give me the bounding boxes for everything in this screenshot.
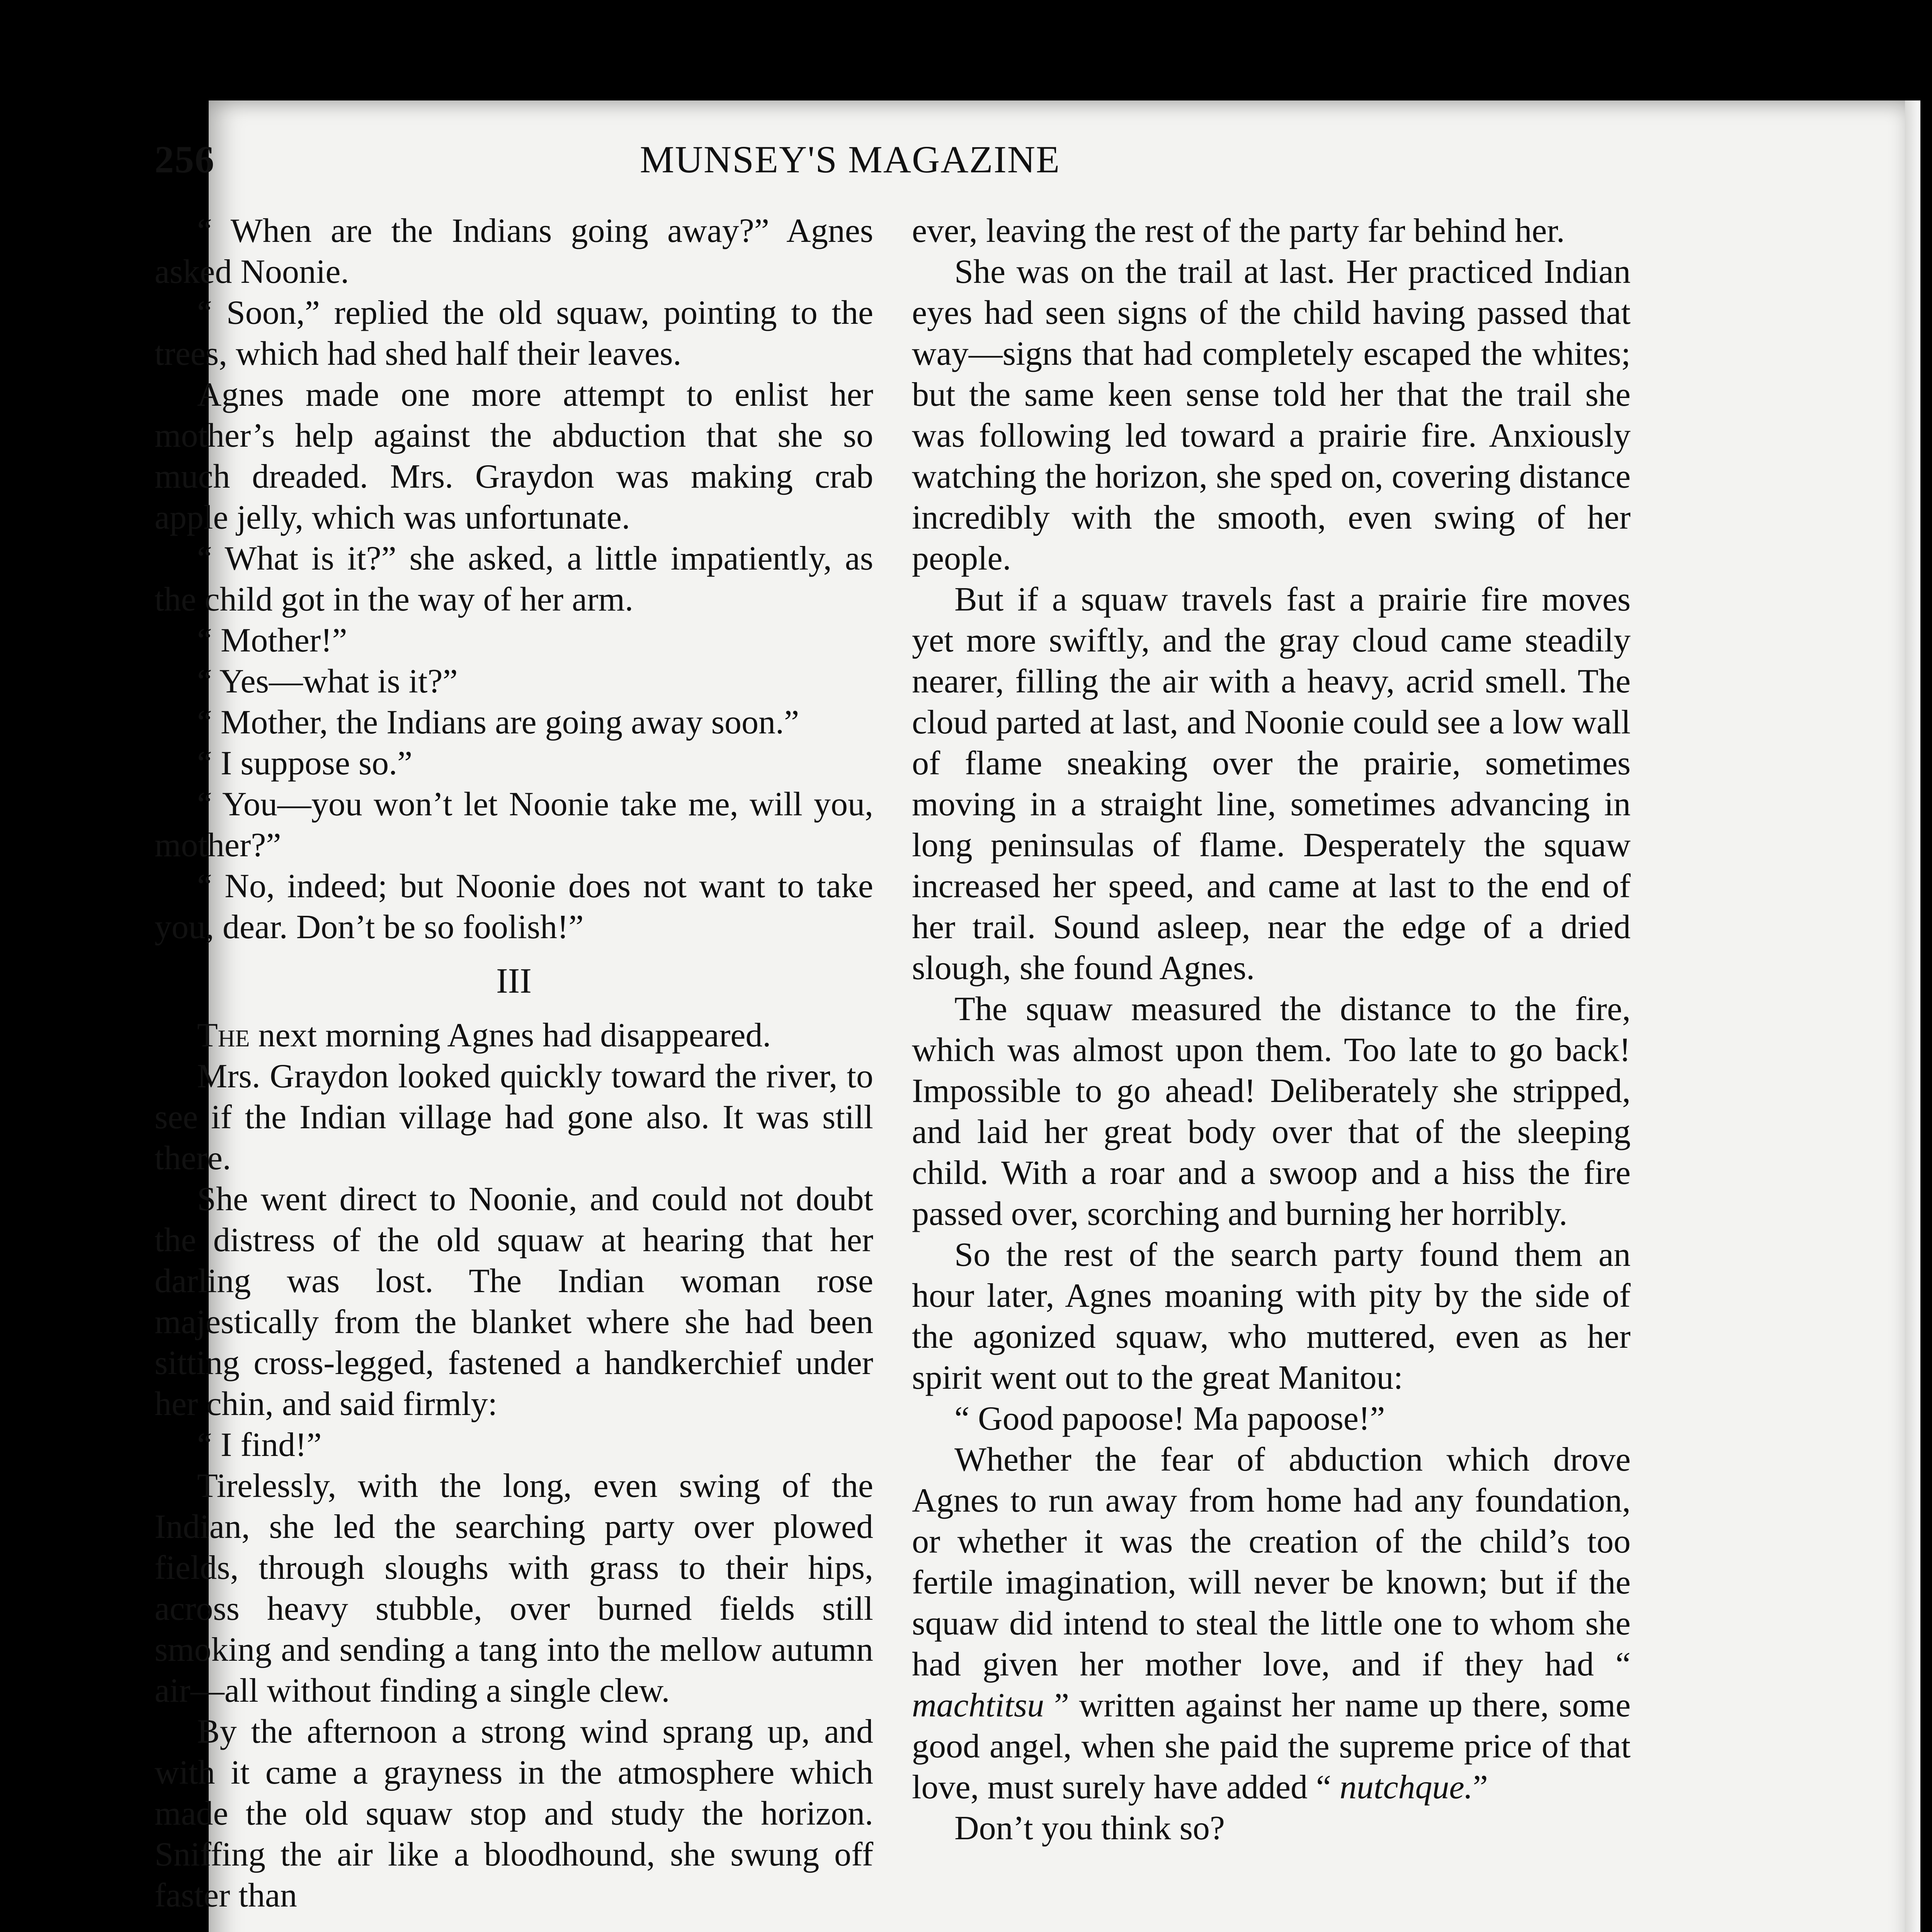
paragraph: But if a squaw travels fast a prairie fire moves yet more swiftly, and the gray cloud came steadily nearer, filling the air with a heavy, acrid smell. The cloud parted at last, and Noonie could see a low wall of flame sneaking over the prairie, sometimes moving in a straight line, sometimes advancing in long peninsulas of flame. Desperately the squaw increased her speed, and came at last to the end of her trail. Sound asleep, near the edge of a dried slough, she found Agnes.: [912, 581, 1631, 987]
italic-word: nutchque.: [1340, 1769, 1473, 1806]
paragraph: “ You—you won’t let Noonie take me, will you, mother?”: [155, 786, 873, 864]
page-number: 256: [155, 138, 215, 181]
paragraph: By the afternoon a strong wind sprang up, and with it came a grayness in the atmosphere which made the old squaw stop and study the horizon. Sniffing the air like a bloodhound, she swung off faster than: [155, 1713, 873, 1914]
paragraph: “ I find!”: [197, 1426, 322, 1464]
section-heading: III: [496, 961, 532, 1000]
paragraph: “ When are the Indians going away?” Agnes asked Noonie.: [155, 212, 873, 291]
paragraph-text: Whether the fear of abduction which drove Agnes to run away from home had any foundation, or whether it was the creation of the child’s too fertile imagination, will never be known; but if the squaw did intend to steal the little one to whom she had given her mother love, and if they had “: [912, 1441, 1631, 1683]
paragraph: [155, 1015, 873, 1056]
paragraph: “ I suppose so.”: [197, 745, 413, 782]
italic-word: machtitsu: [912, 1687, 1044, 1724]
paragraph-text: ” written against her name up there, some good angel, when she paid the supreme price of that love, must surely have added “: [912, 1687, 1631, 1806]
lead-word: The: [197, 1017, 250, 1054]
paragraph: Don’t you think so?: [954, 1810, 1225, 1847]
paragraph: “ Mother!”: [197, 622, 347, 659]
paragraph: “ Mother, the Indians are going away soon.”: [197, 704, 799, 741]
paragraph: [912, 1439, 1631, 1808]
paragraph: She was on the trail at last. Her practiced Indian eyes had seen signs of the child having passed that way—signs that had completely escaped the whites; but the same keen sense told her that the trail she was following led toward a prairie fire. Anxiously watching the horizon, she sped on, covering distance incredibly with the smooth, even swing of her people.: [912, 253, 1631, 577]
paragraph: “ Soon,” replied the old squaw, pointing to the trees, which had shed half their leaves.: [155, 294, 873, 372]
left-column: [155, 211, 873, 1916]
paragraph: “ What is it?” she asked, a little impatiently, as the child got in the way of her arm.: [155, 540, 873, 618]
paragraph-text: ”: [1473, 1769, 1488, 1806]
page-edge: [1905, 100, 1920, 1932]
right-column: [912, 211, 1631, 1849]
paragraph: “ Yes—what is it?”: [197, 663, 458, 700]
running-head: MUNSEY'S MAGAZINE: [639, 138, 1061, 181]
paragraph: Tirelessly, with the long, even swing of the Indian, she led the searching party over plowed fields, through sloughs with grass to their hips, across heavy stubble, over burned fields still smoking and sending a tang into the mellow autumn air—all without finding a single clew.: [155, 1467, 873, 1709]
page-header: [155, 137, 1546, 184]
paragraph: The squaw measured the distance to the fire, which was almost upon them. Too late to go back! Impossible to go ahead! Deliberately she stripped, and laid her great body over that of the sleeping child. With a roar and a swoop and a hiss the fire passed over, scorching and burning her horribly.: [912, 990, 1631, 1233]
paragraph: ever, leaving the rest of the party far behind her.: [912, 212, 1565, 250]
paragraph: “ Good papoose! Ma papoose!”: [954, 1400, 1385, 1437]
paragraph: Mrs. Graydon looked quickly toward the river, to see if the Indian village had gone also. It was still there.: [155, 1058, 873, 1177]
paragraph-text: next morning Agnes had disappeared.: [250, 1017, 771, 1054]
paragraph: She went direct to Noonie, and could not doubt the distress of the old squaw at hearing that her darling was lost. The Indian woman rose majestically from the blanket where she had been sitting cross-legged, fastened a handkerchief under her chin, and said firmly:: [155, 1180, 873, 1423]
paragraph: “ No, indeed; but Noonie does not want to take you, dear. Don’t be so foolish!”: [155, 867, 873, 946]
paragraph: Agnes made one more attempt to enlist her mother’s help against the abduction that she so much dreaded. Mrs. Graydon was making crab apple jelly, which was unfortunate.: [155, 376, 873, 536]
paragraph: So the rest of the search party found them an hour later, Agnes moaning with pity by the side of the agonized squaw, who muttered, even as her spirit went out to the great Manitou:: [912, 1236, 1631, 1396]
